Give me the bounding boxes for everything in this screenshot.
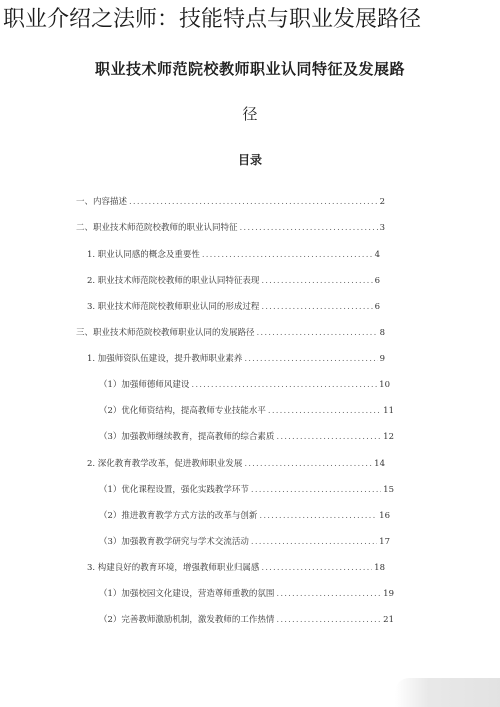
toc-page-number: 14	[374, 459, 385, 469]
toc-leader-dots	[276, 430, 381, 444]
toc-entry[interactable]	[76, 195, 385, 209]
toc-page-number: 8	[379, 328, 385, 338]
toc-entry-text: 3. 职业技术师范院校教师职业认同的形成过程	[87, 302, 260, 312]
toc-entry-text: （3）加强教师继续教育，提高教师的综合素质	[99, 432, 275, 442]
toc-leader-dots	[276, 613, 381, 627]
toc-entry[interactable]	[87, 457, 385, 471]
document-title: 职业技术师范院校教师职业认同特征及发展路	[94, 60, 405, 78]
toc-leader-dots	[257, 326, 378, 340]
toc-leader-dots	[240, 221, 378, 235]
document-title-continued: 径	[242, 105, 258, 123]
toc-entry-text: 二、职业技术师范院校教师的职业认同特征	[76, 223, 238, 233]
toc-page-number: 9	[379, 354, 385, 364]
toc-leader-dots	[191, 378, 377, 392]
toc-entry-text: （2）完善教师激励机制，激发教师的工作热情	[99, 615, 275, 625]
banner-title: 职业介绍之法师：技能特点与职业发展路径	[3, 7, 422, 32]
toc-entry-text: （1）加强校园文化建设，营造尊师重教的氛围	[99, 589, 275, 599]
toc-entry[interactable]	[87, 248, 380, 262]
toc-page-number: 11	[383, 406, 394, 416]
toc-entry-text: 3. 构建良好的教育环境，增强教师职业归属感	[87, 563, 260, 573]
toc-entry[interactable]	[87, 352, 385, 366]
toc-entry[interactable]	[99, 613, 394, 627]
toc-entry-text: 一、内容描述	[76, 197, 128, 207]
toc-page-number: 17	[379, 537, 390, 547]
toc-entry-text: 2. 职业技术师范院校教师的职业认同特征表现	[87, 276, 260, 286]
toc-leader-dots	[244, 352, 377, 366]
toc-leader-dots	[202, 248, 373, 262]
toc-page-number: 6	[374, 302, 380, 312]
toc-page-number: 19	[383, 589, 394, 599]
toc-leader-dots	[276, 587, 381, 601]
toc-entry[interactable]	[99, 509, 390, 523]
toc-page-number: 21	[383, 615, 394, 625]
toc-entry-text: （2）推进教育教学方式方法的改革与创新	[99, 511, 258, 521]
toc-page-number: 2	[379, 197, 385, 207]
toc-leader-dots	[261, 561, 372, 575]
toc-leader-dots	[268, 404, 381, 418]
toc-entry-text: 1. 职业认同感的概念及重要性	[87, 250, 200, 260]
toc-entry[interactable]	[99, 483, 394, 497]
toc-entry[interactable]	[99, 430, 394, 444]
toc-heading: 目录	[237, 153, 262, 167]
toc-entry[interactable]	[99, 378, 390, 392]
toc-entry-text: （2）优化师资结构，提高教师专业技能水平	[99, 406, 266, 416]
toc-page-number: 10	[379, 380, 390, 390]
toc-entry[interactable]	[76, 326, 385, 340]
toc-page-number: 18	[374, 563, 385, 573]
toc-page-number: 16	[379, 511, 390, 521]
toc-page-number: 15	[383, 485, 394, 495]
toc-page-number: 4	[374, 250, 380, 260]
corner-watermark	[395, 678, 500, 707]
toc-entry[interactable]	[87, 300, 380, 314]
toc-entry[interactable]	[87, 274, 380, 288]
toc-leader-dots	[244, 457, 372, 471]
toc-entry-text: （1）优化课程设置，强化实践教学环节	[99, 485, 249, 495]
toc-entry-text: 三、职业技术师范院校教师职业认同的发展路径	[76, 328, 255, 338]
toc-leader-dots	[251, 535, 377, 549]
toc-page-number: 3	[379, 223, 385, 233]
toc-page-number: 6	[374, 276, 380, 286]
toc-entry-text: （3）加强教育教学研究与学术交流活动	[99, 537, 249, 547]
toc-leader-dots	[261, 274, 372, 288]
toc-leader-dots	[251, 483, 381, 497]
toc-entry-text: （1）加强师德师风建设	[99, 380, 190, 390]
toc-entry-text: 2. 深化教育教学改革，促进教师职业发展	[87, 459, 243, 469]
toc-leader-dots	[259, 509, 377, 523]
toc-entry[interactable]	[76, 221, 385, 235]
toc-entry[interactable]	[99, 404, 394, 418]
toc-entry[interactable]	[99, 587, 394, 601]
toc-entry-text: 1. 加强师资队伍建设，提升教师职业素养	[87, 354, 243, 364]
toc-leader-dots	[261, 300, 372, 314]
toc-entry[interactable]	[87, 561, 385, 575]
toc-page-number: 12	[383, 432, 394, 442]
toc-leader-dots	[129, 195, 378, 209]
toc-entry[interactable]	[99, 535, 390, 549]
